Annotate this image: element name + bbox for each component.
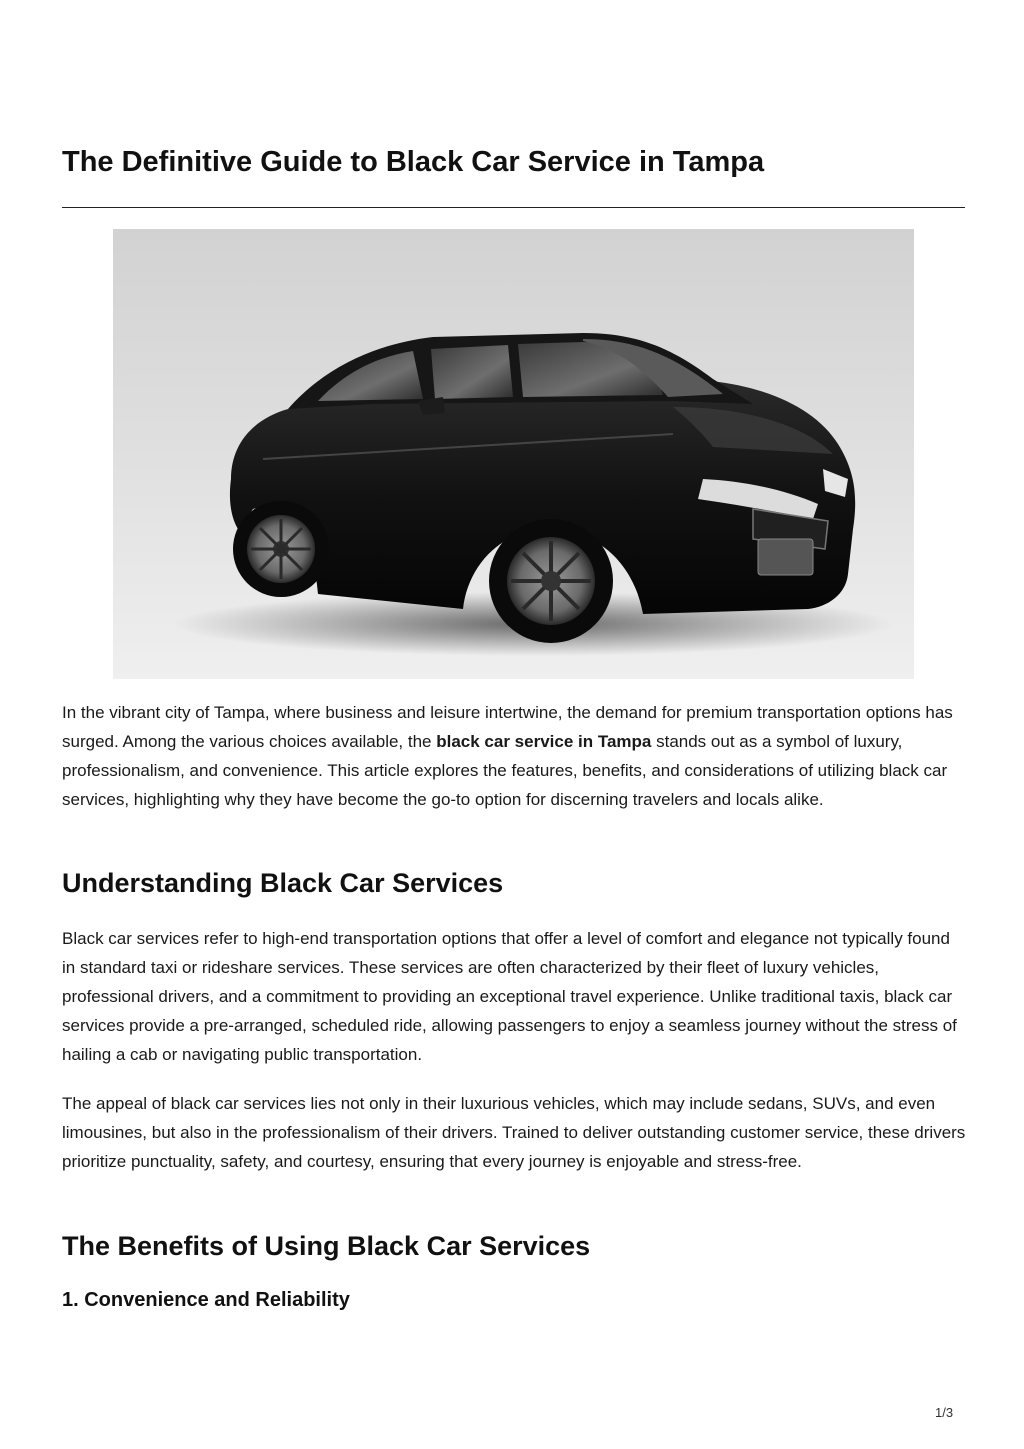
intro-bold-phrase: black car service in Tampa xyxy=(436,732,652,751)
section1-paragraph-2: The appeal of black car services lies not only in their luxurious vehicles, which may include sedans, SUVs, and even limousines, but also in the professionalism of their drivers. Trained to deliver outstanding customer service, these drivers prioritize punctuality, safety, and courtesy, ensuring that every journey is enjoyable and stress-free. xyxy=(62,1094,966,1171)
section1-paragraph-1: Black car services refer to high-end transportation options that offer a level of comfort and elegance not typically found in standard taxi or rideshare services. These services are often characterized by their fleet of luxury vehicles, professional drivers, and a commitment to providing an exceptional travel experience. Unlike traditional taxis, black car services provide a pre-arranged, scheduled ride, allowing passengers to enjoy a seamless journey without the stress of hailing a cab or navigating public transportation. xyxy=(62,929,957,1064)
intro-text-start: In the vibrant city of Tampa, where business and leisure intertwine, the demand for premium transportation options has surged. Among the various choices available, the xyxy=(62,703,953,751)
section-heading-benefits: The Benefits of Using Black Car Services xyxy=(62,1231,591,1261)
intro-text-end: stands out as a symbol of luxury, professionalism, and convenience. This article explores the features, benefits, and considerations of utilizing black car services, highlighting why they have become the go-to option for discerning travelers and locals alike. xyxy=(62,732,948,809)
title-divider xyxy=(62,207,965,208)
page-title: The Definitive Guide to Black Car Service in Tampa xyxy=(62,146,765,178)
black-sedan-photo-icon xyxy=(113,229,914,679)
intro-paragraph xyxy=(62,698,967,814)
section-heading-understanding: Understanding Black Car Services xyxy=(62,868,504,898)
hero-image xyxy=(113,229,914,679)
page-number: 1/3 xyxy=(935,1405,954,1420)
subheading-convenience: 1. Convenience and Reliability xyxy=(62,1289,350,1311)
